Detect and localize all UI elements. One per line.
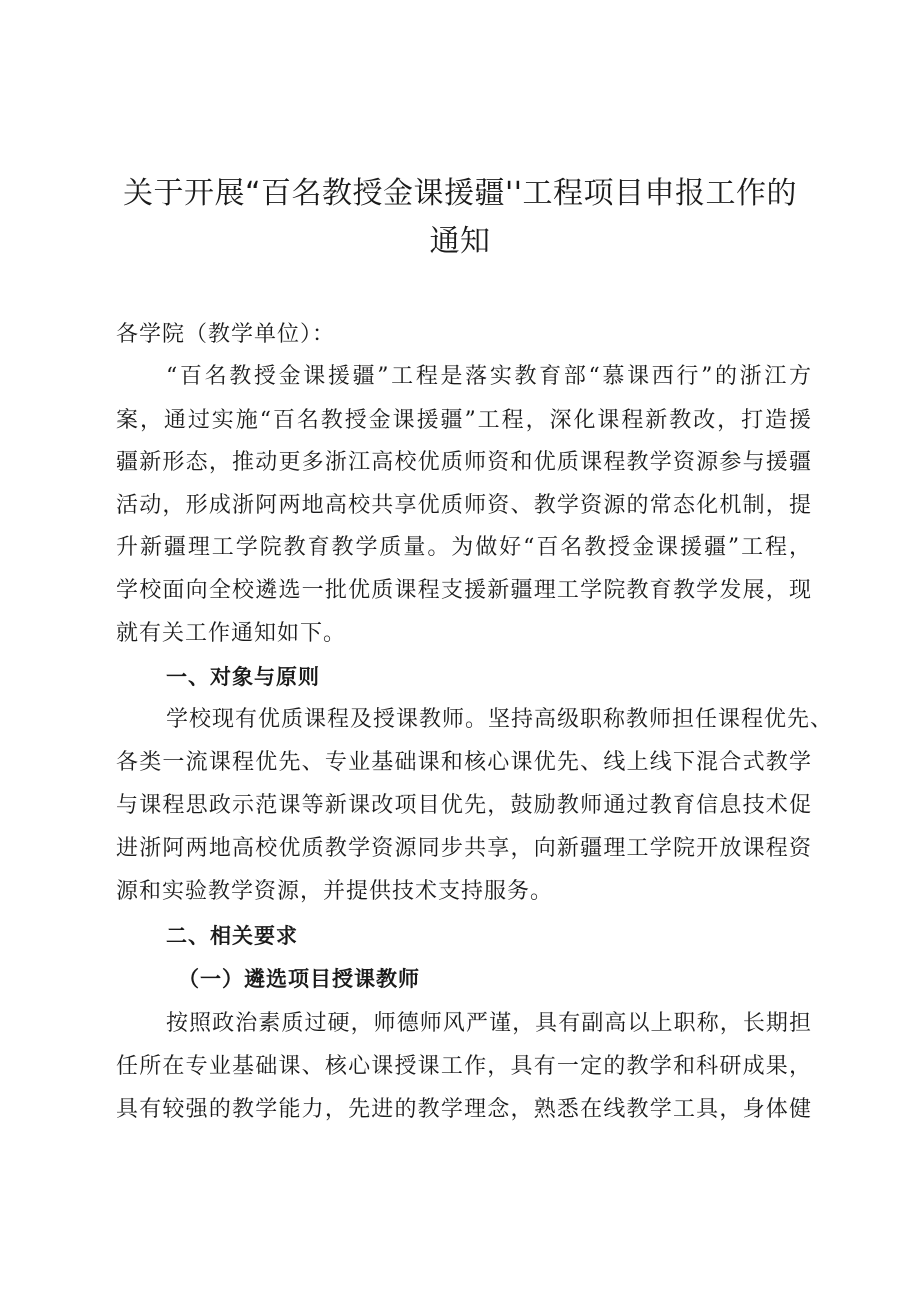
section-2-heading: 二、相关要求 bbox=[166, 924, 298, 948]
section-2-line: 具有较强的教学能力，先进的教学理念，熟悉在线教学工具，身体健 bbox=[116, 1097, 812, 1122]
section-2-line: 按照政治素质过硬，师德师风严谨，具有副高以上职称，长期担 bbox=[166, 1011, 812, 1036]
section-1-line: 进浙阿两地高校优质教学资源同步共享，向新疆理工学院开放课程资 bbox=[116, 836, 812, 861]
section-1-line: 学校现有优质课程及授课教师。坚持高级职称教师担任课程优先、 bbox=[166, 707, 834, 732]
intro-line: 学校面向全校遴选一批优质课程支援新疆理工学院教育教学发展，现 bbox=[116, 578, 812, 603]
intro-line: 疆新形态，推动更多浙江高校优质师资和优质课程教学资源参与援疆 bbox=[116, 450, 812, 475]
intro-line: 活动，形成浙阿两地高校共享优质师资、教学资源的常态化机制，提 bbox=[116, 493, 812, 518]
intro-line: “百名教授金课援疆”工程是落实教育部“慕课西行”的浙江方 bbox=[166, 364, 812, 389]
section-1-line: 与课程思政示范课等新课改项目优先，鼓励教师通过教育信息技术促 bbox=[116, 793, 812, 818]
section-2-line: 任所在专业基础课、核心课授课工作，具有一定的教学和科研成果， bbox=[116, 1054, 812, 1079]
section-2-subheading: （一）遴选项目授课教师 bbox=[178, 967, 420, 991]
intro-line: 就有关工作通知如下。 bbox=[116, 621, 347, 646]
document-title-line-2: 通知 bbox=[429, 224, 491, 259]
intro-line: 案，通过实施“百名教授金课援疆”工程，深化课程新教改，打造援 bbox=[116, 408, 812, 433]
section-1-line: 源和实验教学资源，并提供技术支持服务。 bbox=[116, 879, 554, 904]
document-title-line-1: 关于开展“百名教授金课援疆''工程项目申报工作的 bbox=[122, 176, 798, 211]
salutation: 各学院（教学单位）： bbox=[116, 322, 336, 347]
intro-line: 升新疆理工学院教育教学质量。为做好“百名教授金课援疆”工程， bbox=[116, 535, 812, 560]
section-1-line: 各类一流课程优先、专业基础课和核心课优先、线上线下混合式教学 bbox=[116, 750, 812, 775]
section-1-heading: 一、对象与原则 bbox=[166, 665, 320, 689]
